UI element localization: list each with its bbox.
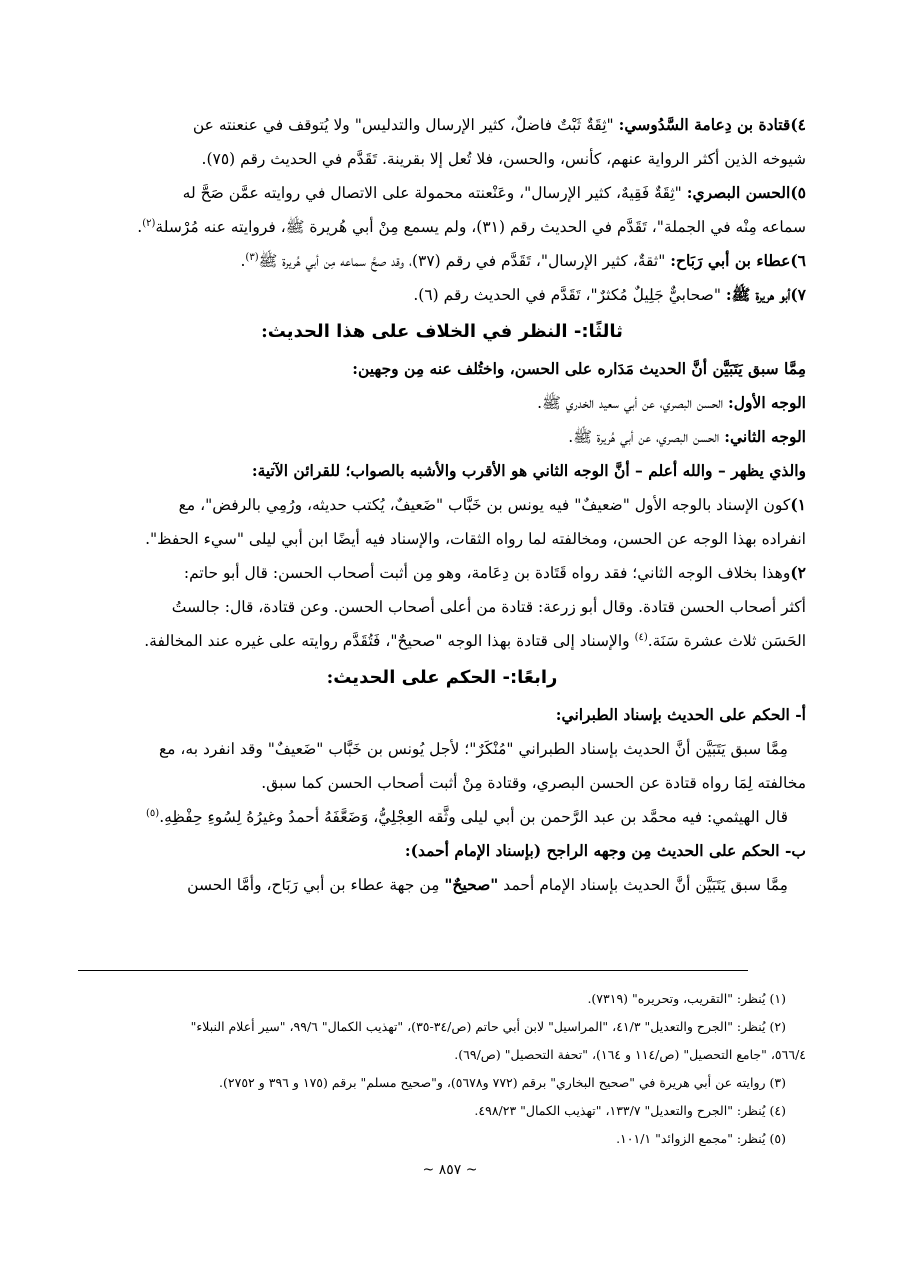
narrator-entry xyxy=(78,108,806,142)
evidence-point xyxy=(78,556,806,590)
point-number: ١) xyxy=(790,495,806,514)
narrator-entry xyxy=(78,176,806,210)
narrator-continuation xyxy=(78,210,806,244)
footnote: (١) يُنظر: "التقريب، وتحريره" (٧٣١٩). xyxy=(587,991,786,1006)
page-body xyxy=(78,108,806,902)
evidence-text: الحَسَن ثلاث عشرة سَنَة. xyxy=(647,632,806,650)
b-verdict: "صحيحٌ" xyxy=(444,875,499,894)
narrator-continuation-text: سماعه مِنْه في الجملة"، تَقَدَّم في الحديث رقم (٣١)، ولم يسمع مِنْ أبي هُريرة ﷺ، فروايته عنه مُرْسلة xyxy=(155,218,806,236)
quote-text: قال الهيثمي: فيه محمَّد بن عبد الرَّحمن بن أبي ليلى وثَّقه العِجْلِيُّ، وَضَعَّفَهُ أحمدُ وغيرُهُ لِسُوءِ حِفْظِهِ. xyxy=(159,808,788,826)
narrator-name: ٤)قتادة بن دِعامة السَّدُوسي: xyxy=(618,115,806,134)
footnote-ref[interactable]: (٣) xyxy=(245,251,259,263)
wajh-text: الحسن البصري، عن أبي هُريرة ﷺ. xyxy=(568,428,725,446)
b-text: مِن جهة عطاء بن أبي رَبَاح، وأمَّا الحسن xyxy=(187,876,445,894)
section-title: رابعًا:- الحكم على الحديث xyxy=(333,667,558,688)
haythami-quote xyxy=(78,800,806,834)
narrator-text: "صحابيٌّ جَلِيلٌ مُكثرٌ"، تَقَدَّم في الحديث رقم (٦). xyxy=(413,286,726,304)
footnote: (٥) يُنظر: "مجمع الزوائد" ١٠١/١. xyxy=(616,1131,786,1146)
section-title: ثالثًا:- النظر في الخلاف على هذا الحديث xyxy=(267,321,623,342)
narrator-name: ٧)أبو هريرة ﷺ: xyxy=(725,285,806,304)
evidence-point xyxy=(78,488,806,522)
evidence-text: والإسناد إلى قتادة بهذا الوجه "صحيحٌ"، فَتُقَدَّم روايته على غيره عند المخالفة. xyxy=(144,632,635,650)
footnote-ref[interactable]: (٢) xyxy=(142,217,156,229)
point-text: كون الإسناد بالوجه الأول "ضعيفٌ" فيه يونس بن خَبَّاب "ضَعيفٌ، يُكتب حديثه، ورُمِي بالرفض"، مع xyxy=(178,496,791,514)
point-number: ٢) xyxy=(790,563,806,582)
point-text: وهذا بخلاف الوجه الثاني؛ فقد رواه قَتَادة بن دِعَامة، وهو مِن أثبت أصحاب الحسن: قال أبو حاتم: xyxy=(183,564,791,582)
footnote-divider xyxy=(78,970,748,971)
narrator-text: "ثقةٌ، كثير الإرسال"، تَقَدَّم في رقم (٣٧)، وقد صحَّ سماعه مِن أبي هُريرة ﷺ xyxy=(258,252,671,270)
section-intro: مِمَّا سبق يَتَبَيَّن أنَّ الحديث مَدَاره على الحسن، واختُلف عنه مِن وجهين: xyxy=(352,359,806,378)
narrator-entry xyxy=(78,278,806,312)
evidence-continuation xyxy=(78,624,806,658)
wajh-label: الوجه الثاني: xyxy=(724,427,806,446)
heading-colon: : xyxy=(261,321,268,342)
wajh-second xyxy=(78,420,806,454)
narrator-text: "ثِقَةٌ فَقِيهٌ، كثير الإرسال"، وعَنْعنته محمولة على الاتصال في روايته عمَّن صَحَّ له xyxy=(182,184,687,202)
evidence-continuation: انفراده بهذا الوجه عن الحسن، ومخالفته لما رواه الثقات، والإسناد فيه أيضًا ابن أبي ليلى "سيء الحفظ". xyxy=(145,530,806,548)
page-number: ~ ٨٥٧ ~ xyxy=(422,1162,478,1178)
footnotes xyxy=(78,985,806,1153)
wajh-first xyxy=(78,386,806,420)
footnote-ref[interactable]: (٥) xyxy=(146,807,160,819)
narrator-continuation: شيوخه الذين أكثر الرواية عنهم، كأنس، والحسن، فلا تُعل إلا بقرينة. تَقَدَّم في الحديث رقم (٧٥). xyxy=(201,150,806,168)
evidence-continuation: أكثر أصحاب الحسن قتادة. وقال أبو زرعة: قتادة من أعلى أصحاب الحسن. وعن قتادة، قال: جالستُ xyxy=(171,598,806,616)
subsection-a-label: أ- الحكم على الحديث بإسناد الطبراني: xyxy=(555,705,806,724)
wajh-label: الوجه الأول: xyxy=(728,393,806,412)
punctuation: . xyxy=(137,218,143,236)
subsection-b-label: ب- الحكم على الحديث مِن وجهه الراجح (بإسناد الإمام أحمد): xyxy=(404,841,806,860)
section-heading xyxy=(78,658,806,698)
narrator-name: ٥)الحسن البصري: xyxy=(686,183,806,202)
footnote-ref[interactable]: (٤) xyxy=(634,631,648,643)
narrator-name: ٦)عطاء بن أبي رَبَاح: xyxy=(670,251,806,270)
footnote: (٢) يُنظر: "الجرح والتعديل" ٤١/٣، "المراسيل" لابن أبي حاتم (ص/٣٤-٣٥)، "تهذيب الكمال" ٩٩/٦، "سير أعلام النبلاء" xyxy=(190,1019,786,1034)
subsection-a-text: مِمَّا سبق يَتَبَيَّن أنَّ الحديث بإسناد الطبراني "مُنْكَرٌ"؛ لأجل يُونس بن خَبَّاب "ضَعيفٌ" وقد انفرد به، مع xyxy=(158,740,788,758)
footnote-continuation: ٥٦٦/٤، "جامع التحصيل" (ص/١١٤ و ١٦٤)، "تحفة التحصيل" (ص/٦٩). xyxy=(454,1047,806,1062)
wajh-text: الحسن البصري، عن أبي سعيد الخدري ﷺ. xyxy=(537,394,729,412)
narrator-entry xyxy=(78,244,806,278)
heading-colon: : xyxy=(326,667,334,688)
footnote: (٣) روايته عن أبي هريرة في "صحيح البخاري" برقم (٧٧٢ و٥٦٧٨)، و"صحيح مسلم" برقم (١٧٥ و ٣٩٦ و ٢٧٥٢). xyxy=(219,1075,786,1090)
subsection-a-text: مخالفته لِمَا رواه قتادة عن الحسن البصري، وقتادة مِنْ أثبت أصحاب الحسن كما سبق. xyxy=(261,774,806,792)
narrator-text: "ثِقَةٌ ثَبْتٌ فاضلٌ، كثير الإرسال والتدليس" ولا يُتوقف في عنعنته عن xyxy=(192,116,619,134)
section-heading xyxy=(78,312,806,352)
subsection-b-text xyxy=(78,868,806,902)
b-text: مِمَّا سبق يَتَبَيَّن أنَّ الحديث بإسناد الإمام أحمد xyxy=(498,876,788,894)
conclusion-line: والذي يظهر – والله أعلم – أنَّ الوجه الثاني هو الأقرب والأشبه بالصواب؛ للقرائن الآتية: xyxy=(251,461,806,480)
footnote: (٤) يُنظر: "الجرح والتعديل" ١٣٣/٧، "تهذيب الكمال" ٤٩٨/٢٣. xyxy=(474,1103,786,1118)
punctuation: . xyxy=(240,252,246,270)
